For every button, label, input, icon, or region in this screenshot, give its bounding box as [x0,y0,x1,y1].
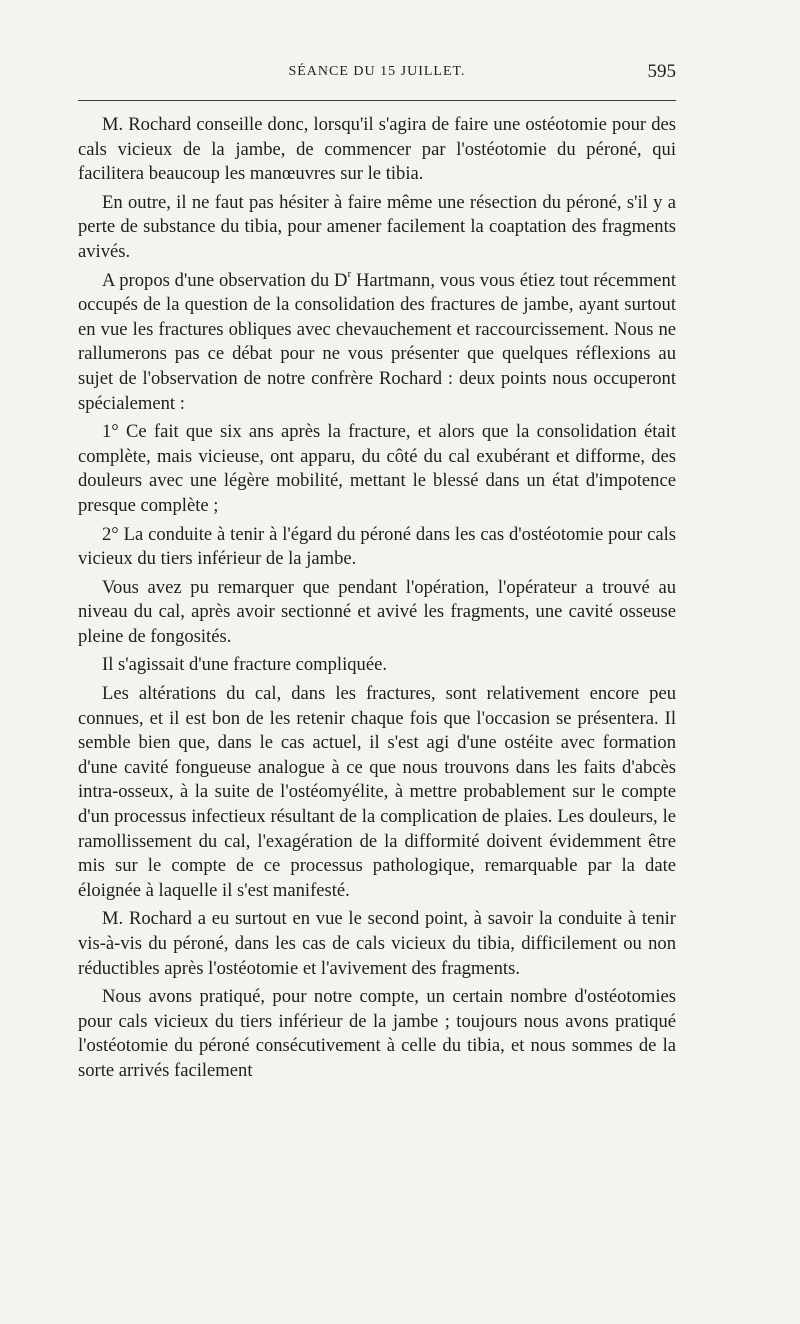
paragraph: Vous avez pu remarquer que pendant l'opération, l'opérateur a trouvé au niveau du cal, après avoir sectionné et avivé les fragments, une cavité osseuse pleine de fongosités. [78,576,676,647]
paragraph: En outre, il ne faut pas hésiter à faire même une résection du péroné, s'il y a perte de substance du tibia, pour amener facilement la coaptation des fragments avivés. [78,191,676,262]
header-rule [78,100,676,101]
paragraph: 2° La conduite à tenir à l'égard du péroné dans les cas d'ostéotomie pour cals vicieux du tiers inférieur de la jambe. [78,523,676,570]
superscript: r [347,267,352,280]
paragraph: Il s'agissait d'une fracture compliquée. [102,654,387,676]
paragraph: M. Rochard conseille donc, lorsqu'il s'agira de faire une ostéotomie pour des cals vicieux de la jambe, de commencer par l'ostéotomie du péroné, qui facilitera beaucoup les manœuvres sur le tibia. [78,114,676,185]
running-head-title: SÉANCE DU 15 JUILLET. [288,64,466,79]
paragraph-part: Hartmann, vous vous étiez tout récemment occupés de la question de la consolidation des fractures de jambe, ayant surtout en vue les fractures obliques avec chevauchement et raccourcissement. Nous ne rallumerons pas ce débat pour ne vous présenter que quelques réflexions au sujet de l'observation de notre confrère Rochard : deux points nous occuperont spécialement : [78,269,677,414]
paragraph-part: A propos d'une observation du D [102,269,348,291]
paragraph: 1° Ce fait que six ans après la fracture, et alors que la consolidation était complète, mais vicieuse, ont apparu, du côté du cal exubérant et difforme, des douleurs avec une légère mobilité, mettant le blessé dans un état d'impotence presque complète ; [78,421,676,516]
body-text [78,113,676,1084]
running-head [78,61,676,86]
paragraph-with-superscript [78,269,676,417]
page-number: 595 [647,61,676,82]
paragraph: Les altérations du cal, dans les fractures, sont relativement encore peu connues, et il est bon de les retenir chaque fois que l'occasion se présentera. Il semble bien que, dans le cas actuel, il s'est agi d'une ostéite avec formation d'une cavité fongueuse analogue à ce que nous trouvons dans les faits d'abcès intra-osseux, à la suite de l'ostéomyélite, à mettre probablement sur le compte d'un processus infectieux résultant de la complication de plaies. Les douleurs, le ramollissement du cal, l'exagération de la difformité doivent évidemment être mis sur le compte de ce processus pathologique, remarquable par la date éloignée à laquelle il s'est manifesté. [78,683,676,901]
paragraph: M. Rochard a eu surtout en vue le second point, à savoir la conduite à tenir vis-à-vis du péroné, dans les cas de cals vicieux du tibia, difficilement ou non réductibles après l'ostéotomie et l'avivement des fragments. [78,908,676,979]
paragraph: Nous avons pratiqué, pour notre compte, un certain nombre d'ostéotomies pour cals vicieux du tiers inférieur de la jambe ; toujours nous avons pratiqué l'ostéotomie du péroné consécutivement à celle du tibia, et nous sommes de la sorte arrivés facilement [78,986,676,1081]
